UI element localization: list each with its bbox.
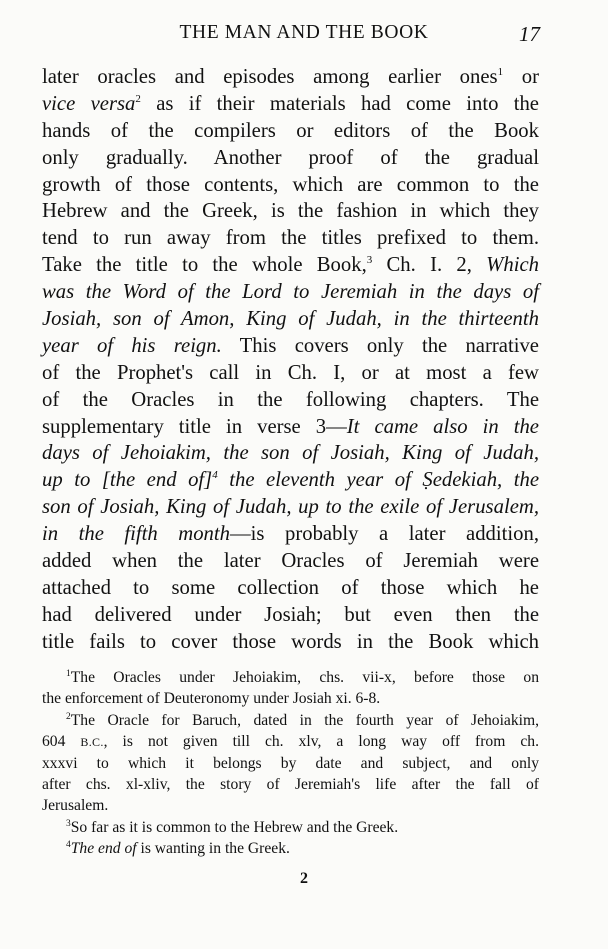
- text-line: hands of the compilers or editors of the Book: [42, 119, 539, 142]
- text-line: year of his reign. This covers only the narrative: [42, 334, 539, 357]
- text-line: Hebrew and the Greek, is the fashion in which they: [42, 200, 539, 223]
- text-line: up to [the end of]$^4$ the eleventh year of Ṣedekiah, the: [42, 469, 539, 492]
- text-line: days of Jehoiakim, the son of Josiah, King of Judah,: [42, 442, 539, 465]
- text-line: Take the title to the whole Book,$^3$ Ch. I. 2, Which: [42, 254, 540, 277]
- footnote-ref: 2: [135, 92, 141, 105]
- page-header: [0, 22, 608, 48]
- footnote-ref: 4: [212, 469, 218, 482]
- text-line: of the Oracles in the following chapters. The: [42, 388, 539, 411]
- footnote-mark: 1: [66, 669, 71, 679]
- footnotes: [42, 667, 539, 860]
- footnote-line: 604 B.C., is not given till ch. xlv, a long way off from ch.: [42, 733, 539, 751]
- running-title: THE MAN AND THE BOOK: [179, 22, 429, 43]
- text-line: only gradually. Another proof of the gradual: [42, 146, 539, 169]
- footnote-4: $^4$The end of is wanting in the Greek.: [66, 840, 290, 858]
- footnote-1: $^1$The Oracles under Jehoiakim, chs. vii-x, before those on: [66, 669, 539, 686]
- text-line: of the Prophet's call in Ch. I, or at most a few: [42, 361, 539, 384]
- text-line: was the Word of the Lord to Jeremiah in the days of: [42, 281, 539, 304]
- footnote-2: $^2$The Oracle for Baruch, dated in the fourth year of Jehoiakim,: [66, 711, 539, 729]
- signature-mark: 2: [300, 870, 308, 887]
- page-number: 17: [519, 22, 540, 46]
- text-line: tend to run away from the titles prefixed to them.: [42, 227, 539, 250]
- text-line: vice versa$^2$ as if their materials had come into the: [42, 92, 539, 115]
- footnote-ref: 3: [366, 254, 373, 267]
- text-line: Josiah, son of Amon, King of Judah, in the thirteenth: [42, 308, 539, 331]
- text-line: son of Josiah, King of Judah, up to the exile of Jerusalem,: [42, 496, 539, 519]
- text-line: had delivered under Josiah; but even then the: [42, 603, 539, 626]
- main-text: [42, 64, 539, 656]
- text-line: attached to some collection of those which he: [42, 576, 539, 599]
- text-line: supplementary title in verse 3—It came also in the: [42, 415, 539, 438]
- footnote-line: xxxvi to which it belongs by date and subject, and only: [42, 754, 539, 772]
- footnote-line: the enforcement of Deuteronomy under Josiah xi. 6-8.: [42, 690, 381, 708]
- footnote-mark: 2: [66, 711, 71, 722]
- footnote-line: Jerusalem.: [42, 797, 109, 815]
- footnote-mark: 3: [66, 818, 71, 829]
- text-line: later oracles and episodes among earlier ones$^1$ or: [42, 66, 539, 88]
- text-line: title fails to cover those words in the Book which: [42, 630, 539, 653]
- footnote-3: $^3$So far as it is common to the Hebrew and the Greek.: [66, 818, 399, 836]
- text-line: added when the later Oracles of Jeremiah were: [42, 550, 539, 573]
- text-line: growth of those contents, which are common to the: [42, 173, 539, 196]
- footnote-ref: 1: [497, 66, 504, 78]
- footnote-line: after chs. xl-xliv, the story of Jeremiah's life after the fall of: [42, 775, 539, 793]
- text-line: in the fifth month—is probably a later addition,: [42, 523, 539, 546]
- footnote-mark: 4: [66, 840, 71, 851]
